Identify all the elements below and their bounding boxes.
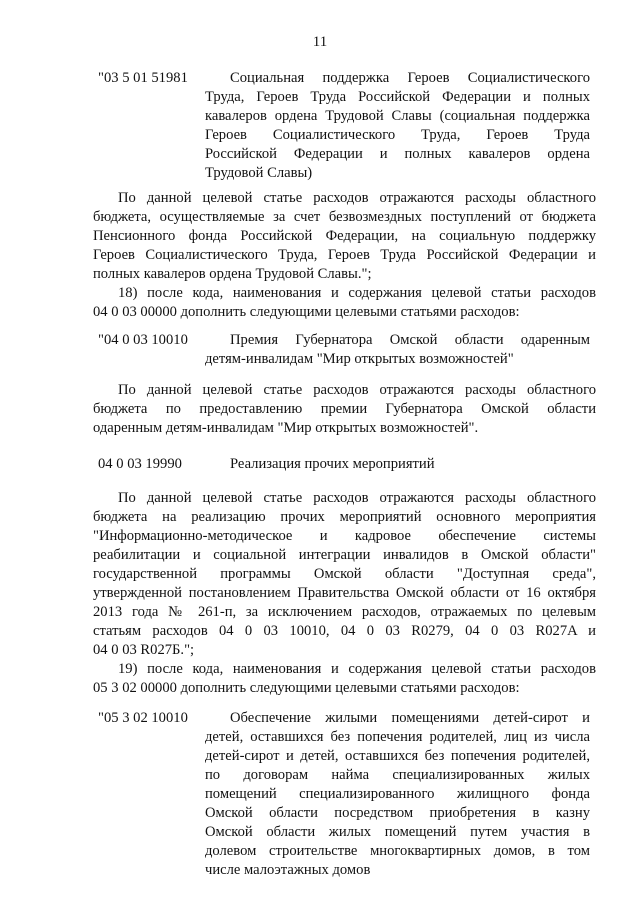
entry-code: "05 3 02 10010 [98, 710, 188, 726]
entry-title-line: Омской области жилых помещений путем участия в [205, 824, 590, 840]
paragraph-line: одаренным детям-инвалидам "Мир открытых возможностей". [93, 420, 479, 436]
entry-title-line: Обеспечение жилыми помещениями детей-сирот и [230, 710, 590, 726]
entry-title-line: Героев Социалистического Труда, Героев Труда [205, 127, 590, 143]
paragraph-line: 04 0 03 R027Б."; [93, 642, 195, 658]
paragraph-line: бюджета на реализацию прочих мероприятий основного мероприятия [93, 509, 596, 525]
paragraph-line: Героев Социалистического Труда, Героев Труда Российской Федерации и [93, 247, 596, 263]
entry-title-line: Премия Губернатора Омской области одаренным [230, 332, 590, 348]
paragraph-line: статьям расходов 04 0 03 10010, 04 0 03 R0279, 04 0 03 R027A и [93, 623, 596, 639]
entry-title-line: детям-инвалидам "Мир открытых возможностей" [205, 351, 514, 367]
paragraph-line: 18) после кода, наименования и содержания целевой статьи расходов [118, 285, 596, 301]
entry-title-line: Социальная поддержка Героев Социалистического [230, 70, 590, 86]
entry-title-line: Трудовой Славы) [205, 165, 313, 181]
paragraph-line: По данной целевой статье расходов отражаются расходы областного [118, 490, 596, 506]
paragraph-line: 2013 года № 261-п, за исключением расходов, отражаемых по целевым [93, 604, 596, 620]
paragraph-line: 19) после кода, наименования и содержания целевой статьи расходов [118, 661, 596, 677]
paragraph-line: полных кавалеров ордена Трудовой Славы."; [93, 266, 372, 282]
paragraph-line: государственной программы Омской области "Доступная среда", [93, 566, 596, 582]
paragraph-line: бюджета, осуществляемые за счет безвозмездных поступлений от бюджета [93, 209, 596, 225]
paragraph-line: "Информационно-методическое и кадровое обеспечение системы [93, 528, 596, 544]
paragraph-line: утвержденной постановлением Правительства Омской области от 16 октября [93, 585, 596, 601]
entry-title-line: кавалеров ордена Трудовой Славы (социальная поддержка [205, 108, 590, 124]
paragraph-line: бюджета по предоставлению премии Губернатора Омской области [93, 401, 596, 417]
paragraph-line: реабилитации и социальной интеграции инвалидов в Омской области" [93, 547, 596, 563]
entry-title-line: Труда, Героев Труда Российской Федерации и полных [205, 89, 590, 105]
entry-title-line: Российской Федерации и полных кавалеров ордена [205, 146, 590, 162]
paragraph-line: 04 0 03 00000 дополнить следующими целевыми статьями расходов: [93, 304, 520, 320]
entry-code: "03 5 01 51981 [98, 70, 188, 86]
entry-title-line: долевом строительстве многоквартирных домов, в том [205, 843, 590, 859]
entry-title-line: Омской области посредством приобретения в казну [205, 805, 590, 821]
page-number: 11 [312, 34, 328, 50]
paragraph-line: Пенсионного фонда Российской Федерации, на социальную поддержку [93, 228, 596, 244]
paragraph-line: 05 3 02 00000 дополнить следующими целевыми статьями расходов: [93, 680, 520, 696]
entry-title-line: Реализация прочих мероприятий [230, 456, 435, 472]
entry-code: "04 0 03 10010 [98, 332, 188, 348]
entry-title-line: числе малоэтажных домов [205, 862, 371, 878]
paragraph-line: По данной целевой статье расходов отражаются расходы областного [118, 382, 596, 398]
entry-title-line: по договорам найма специализированных жилых [205, 767, 590, 783]
entry-title-line: детей, оставшихся без попечения родителей, лиц из числа [205, 729, 590, 745]
entry-title-line: помещений специализированного жилищного фонда [205, 786, 590, 802]
entry-title-line: детей-сирот и детей, оставшихся без попечения родителей, [205, 748, 590, 764]
paragraph-line: По данной целевой статье расходов отражаются расходы областного [118, 190, 596, 206]
entry-code: 04 0 03 19990 [98, 456, 182, 472]
